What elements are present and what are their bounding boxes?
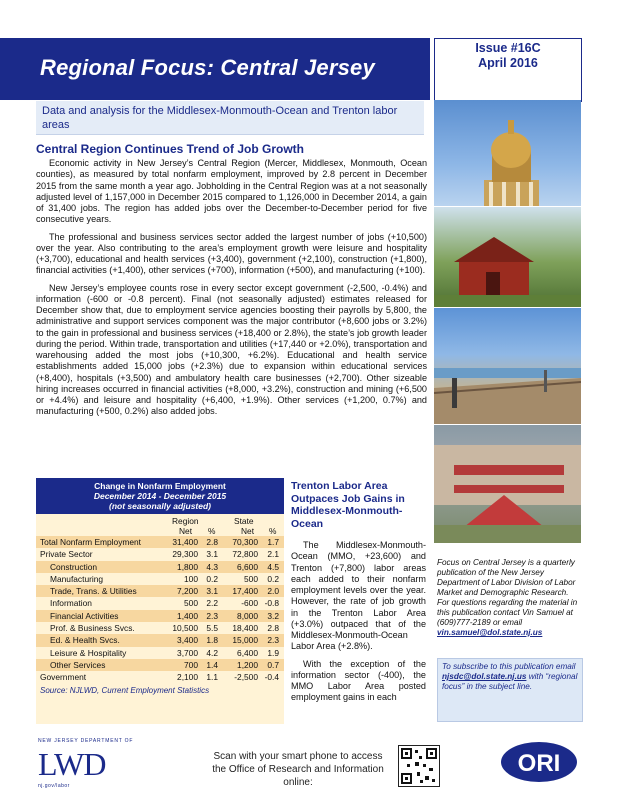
article-paragraph: New Jersey’s employee counts rose in every sector except government (-2,500, -0.4%) and information (-600 or -0.8 percent). Final (not seasonally adjusted) estimates released for December show that, due to employment service agencies boosting their payrolls by 5,800, the administrative and support services component was the major contributor (+8,600 jobs or 3.2%) to the gain in professional and business services (+18,400 or 2.8%), the state’s job growth leader during the period. Within trade, transportation and utilities (+17,440 or +2.0%), transportation and warehousing added the most jobs (+10,300, +6.2%). Educational and health service establishments added 15,000 jobs (+2.3%) due to expansion within educational services (+8,400), hospitals (+3,500) and ambulatory health care businesses (+2,700). Other sizeable hiring increases occurred in financial activities (+8,000, +3.2%), construction and mining (+6,500 or +4.4%) and leisure and hospitality (+6,400, +1.9%). Other services (+1,200, 0.7%) and manufacturing (+500, 0.2%) also added jobs.: [36, 282, 427, 417]
table-body: [36, 536, 284, 684]
sidebar-paragraph: With the exception of the information sector (-400), the MMO Labor Area posted employment gains in each: [291, 658, 426, 703]
table-cell: 1.1: [206, 672, 218, 683]
table-cell: 2,100: [177, 672, 198, 683]
table-cell: 18,400: [232, 623, 258, 634]
scan-text: Scan with your smart phone to access the Office of Research and Information online:: [212, 751, 384, 788]
dept-label: NEW JERSEY DEPARTMENT OF: [38, 738, 134, 744]
table-cell: -0.8: [264, 598, 279, 609]
subscribe-email-link[interactable]: njsdc@dol.state.nj.us: [442, 672, 527, 681]
table-row: [36, 622, 284, 634]
barn-photo: [434, 207, 581, 307]
table-cell: 0.7: [267, 659, 279, 670]
table-cell: 6,400: [237, 647, 258, 658]
table-cell: 3.1: [206, 586, 218, 597]
issue-date: April 2016: [478, 56, 538, 70]
table-row: [36, 634, 284, 646]
table-cell: Trade, Trans. & Utilities: [50, 586, 137, 597]
barracks-photo: [434, 425, 581, 543]
boardwalk-photo: [434, 308, 581, 424]
table-cell: 3.1: [206, 549, 218, 560]
table-cell: 500: [184, 598, 198, 609]
table-cell: -600: [241, 598, 258, 609]
table-cell: 4.5: [267, 561, 279, 572]
table-column-headers: [36, 514, 284, 536]
table-cell: -2,500: [234, 672, 258, 683]
table-cell: 2.8: [206, 537, 218, 547]
table-cell: 10,500: [172, 623, 198, 634]
table-cell: 700: [184, 659, 198, 670]
table-cell: 6,600: [237, 561, 258, 572]
article-title: Central Region Continues Trend of Job Growth: [36, 142, 305, 156]
table-cell: 3.2: [267, 610, 279, 621]
region-net-header: Net: [179, 526, 193, 536]
capitol-dome-photo: [434, 100, 581, 206]
table-cell: 4.2: [206, 647, 218, 658]
issue-box: [434, 38, 582, 102]
table-cell: Government: [40, 672, 87, 683]
table-cell: 17,400: [232, 586, 258, 597]
issue-number: Issue #16C: [475, 41, 541, 55]
table-cell: Information: [50, 598, 92, 609]
state-pct-header: %: [269, 526, 277, 536]
table-cell: 70,300: [232, 537, 258, 547]
table-row: [36, 548, 284, 560]
table-cell: 3,700: [177, 647, 198, 658]
table-note: (not seasonally adjusted): [108, 501, 212, 511]
state-net-header: Net: [241, 526, 255, 536]
table-cell: 15,000: [232, 635, 258, 646]
sidebar-title: Trenton Labor Area Outpaces Job Gains in Middlesex-Monmouth-Ocean: [291, 480, 405, 530]
state-header: State: [234, 516, 254, 526]
subscribe-text: To subscribe to this publication email: [442, 662, 576, 671]
region-pct-header: %: [208, 526, 216, 536]
table-row: [36, 597, 284, 609]
table-cell: 31,400: [172, 537, 198, 547]
lwd-url: nj.gov/labor: [38, 783, 70, 789]
table-cell: 1.9: [267, 647, 279, 658]
table-cell: 1.8: [206, 635, 218, 646]
article-paragraph: Economic activity in New Jersey’s Central Region (Mercer, Middlesex, Monmouth, Ocean counties), as measured by total nonfarm employment, improved by 2.8 percent in December 2015 from the same month a year ago. Jobholding in the Central Region was at a not seasonally adjusted level of 1,157,000 in December 2015 compared to 1,126,000 in December 2014, a gain of 31,400 jobs. The region has added jobs over the December-to-December period for five consecutive years.: [36, 158, 427, 225]
table-cell: 2.8: [267, 623, 279, 634]
table-header: [36, 478, 284, 514]
table-row: [36, 671, 284, 683]
page-title: Regional Focus: Central Jersey: [40, 55, 375, 80]
table-cell: Private Sector: [40, 549, 93, 560]
table-period: December 2014 - December 2015: [93, 491, 227, 501]
table-cell: 29,300: [172, 549, 198, 560]
table-title: Change in Nonfarm Employment: [94, 481, 226, 491]
table-row: [36, 610, 284, 622]
table-cell: 1,800: [177, 561, 198, 572]
table-row: [36, 659, 284, 671]
table-row: [36, 561, 284, 573]
table-cell: 2.1: [267, 549, 279, 560]
ori-logo-text: ORI: [517, 750, 561, 777]
table-cell: 0.2: [206, 573, 218, 584]
table-cell: Leisure & Hospitality: [50, 647, 127, 658]
header-banner: [0, 38, 430, 100]
table-cell: Construction: [50, 561, 98, 572]
table-cell: Prof. & Business Svcs.: [50, 623, 135, 634]
lwd-logo: LWD: [38, 746, 106, 782]
table-row: [36, 585, 284, 597]
table-cell: 1.4: [206, 659, 218, 670]
table-cell: 7,200: [177, 586, 198, 597]
subscribe-text-end: with “regional focus” in the subject line.: [442, 672, 578, 691]
region-header: Region: [172, 516, 199, 526]
table-row: [36, 573, 284, 585]
sidebar-body: [291, 540, 426, 710]
table-cell: 4.3: [206, 561, 218, 572]
table-cell: 1,400: [177, 610, 198, 621]
article-body: [36, 158, 427, 424]
sidebar-paragraph: The Middlesex-Monmouth-Ocean (MMO, +23,600) and Trenton (+7,800) labor areas each added to their nonfarm employment levels over the year. However, the rate of job growth in the Trenton Labor Area (+3.0%) outpaced that of the Middlesex-Monmouth-Ocean Labor Area (+2.8%).: [291, 540, 426, 652]
table-cell: 2.3: [267, 635, 279, 646]
employment-table: [36, 478, 284, 724]
table-cell: Other Services: [50, 659, 106, 670]
contact-info: [437, 558, 580, 638]
table-cell: 0.2: [267, 573, 279, 584]
table-cell: 2.0: [267, 586, 279, 597]
table-cell: 2.3: [206, 610, 218, 621]
table-cell: -0.4: [264, 672, 279, 683]
table-row: [36, 647, 284, 659]
table-cell: 1,200: [237, 659, 258, 670]
table-cell: 8,000: [237, 610, 258, 621]
subscribe-box: [437, 658, 583, 722]
subtitle: Data and analysis for the Middlesex-Monmouth-Ocean and Trenton labor areas: [36, 101, 424, 135]
contact-email-link[interactable]: vin.samuel@dol.state.nj.us: [437, 628, 543, 637]
qr-code-icon[interactable]: [398, 745, 440, 787]
table-cell: Ed. & Health Svcs.: [50, 635, 120, 646]
table-cell: Manufacturing: [50, 573, 104, 584]
table-source: Source: NJLWD, Current Employment Statistics: [40, 685, 210, 695]
ori-logo: [497, 738, 581, 792]
table-cell: 1.7: [267, 537, 279, 547]
table-cell: 3,400: [177, 635, 198, 646]
table-cell: Financial Activities: [50, 610, 119, 621]
table-cell: 2.2: [206, 598, 218, 609]
table-cell: 100: [184, 573, 198, 584]
table-cell: Total Nonfarm Employment: [40, 537, 142, 547]
table-cell: 72,800: [232, 549, 258, 560]
table-cell: 500: [244, 573, 258, 584]
contact-text: Focus on Central Jersey is a quarterly publication of the New Jersey Department of Labor Division of Labor Market and Demographic Research. For questions regarding the material in this publication contact Vin Samuel at (609)777-2189 or email: [437, 558, 578, 627]
article-paragraph: The professional and business services sector added the largest number of jobs (+10,500) over the year. Also contributing to the area’s employment growth were leisure and hospitality (+3,700), educational and health services (+3,400), government (+2,100), construction (+1,800), financial activities (+1,400), other services (+700), information (+500), and manufacturing (+100).: [36, 231, 427, 276]
table-row: [36, 536, 284, 548]
table-cell: 5.5: [206, 623, 218, 634]
